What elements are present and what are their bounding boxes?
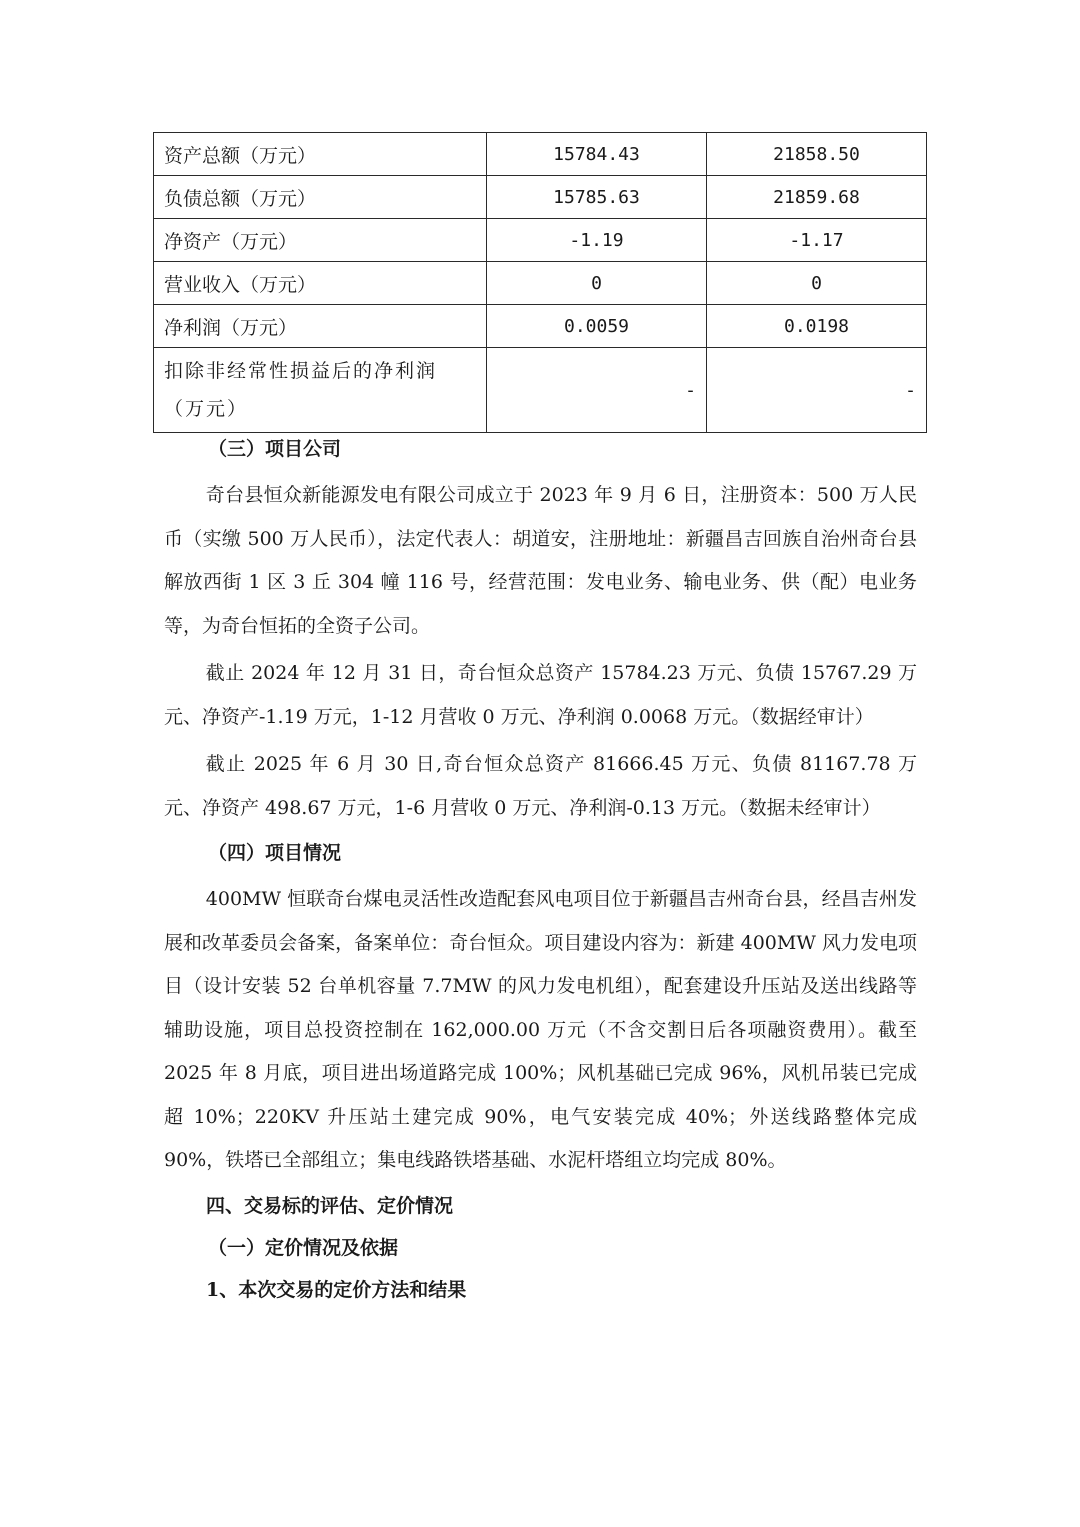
value-cell: 0.0059 [487, 305, 707, 348]
value-cell: - [487, 348, 707, 433]
row-label: 营业收入（万元） [154, 262, 487, 305]
section-heading-project-company: （三）项目公司 [208, 438, 342, 460]
section-heading-valuation: 四、交易标的评估、定价情况 [206, 1194, 454, 1217]
table-row [154, 305, 927, 348]
value-cell: - [707, 348, 927, 433]
value-cell: 15784.43 [487, 133, 707, 176]
subheading-pricing: （一）定价情况及依据 [208, 1236, 399, 1259]
table-row [154, 133, 927, 176]
row-label: 净资产（万元） [154, 219, 487, 262]
value-cell: 0 [707, 262, 927, 305]
value-cell: 21858.50 [707, 133, 927, 176]
paragraph: 截止 2024 年 12 月 31 日，奇台恒众总资产 15784.23 万元、负债 15767.29 万元、净资产-1.19 万元，1-12 月营收 0 万元、净利润 0.0068 万元。（数据经审计） [164, 662, 917, 728]
table-row [154, 176, 927, 219]
value-cell: 15785.63 [487, 176, 707, 219]
value-cell: -1.19 [487, 219, 707, 262]
row-label: 资产总额（万元） [154, 133, 487, 176]
table-row [154, 262, 927, 305]
row-label: 扣除非经常性损益后的净利润（万元） [154, 348, 487, 433]
value-cell: -1.17 [707, 219, 927, 262]
table-row [154, 348, 927, 433]
subheading-pricing-method: 1、本次交易的定价方法和结果 [206, 1278, 467, 1301]
section-heading-project-status: （四）项目情况 [208, 842, 342, 864]
row-label: 净利润（万元） [154, 305, 487, 348]
table-row [154, 219, 927, 262]
row-label: 负债总额（万元） [154, 176, 487, 219]
document-body [164, 428, 917, 1311]
paragraph: 奇台县恒众新能源发电有限公司成立于 2023 年 9 月 6 日，注册资本：500 万人民币（实缴 500 万人民币），法定代表人：胡道安，注册地址：新疆昌吉回族自治州奇台县解放西街 1 区 3 丘 304 幢 116 号，经营范围：发电业务、输电业务、供（配）电业务等，为奇台恒拓的全资子公司。 [164, 484, 917, 637]
value-cell: 0 [487, 262, 707, 305]
financial-table [153, 132, 927, 433]
paragraph: 400MW 恒联奇台煤电灵活性改造配套风电项目位于新疆昌吉州奇台县，经昌吉州发展和改革委员会备案，备案单位：奇台恒众。项目建设内容为：新建 400MW 风力发电项目（设计安装 52 台单机容量 7.7MW 的风力发电机组），配套建设升压站及送出线路等辅助设施，项目总投资控制在 162,000.00 万元（不含交割日后各项融资费用）。截至 2025 年 8 月底，项目进出场道路完成 100%；风机基础已完成 96%，风机吊装已完成超 10%；220KV 升压站土建完成 90%，电气安装完成 40%；外送线路整体完成 90%，铁塔已全部组立；集电线路铁塔基础、水泥杆塔组立均完成 80%。 [164, 888, 917, 1171]
value-cell: 0.0198 [707, 305, 927, 348]
value-cell: 21859.68 [707, 176, 927, 219]
paragraph: 截止 2025 年 6 月 30 日,奇台恒众总资产 81666.45 万元、负债 81167.78 万元、净资产 498.67 万元，1-6 月营收 0 万元、净利润-0.13 万元。（数据未经审计） [164, 753, 917, 819]
